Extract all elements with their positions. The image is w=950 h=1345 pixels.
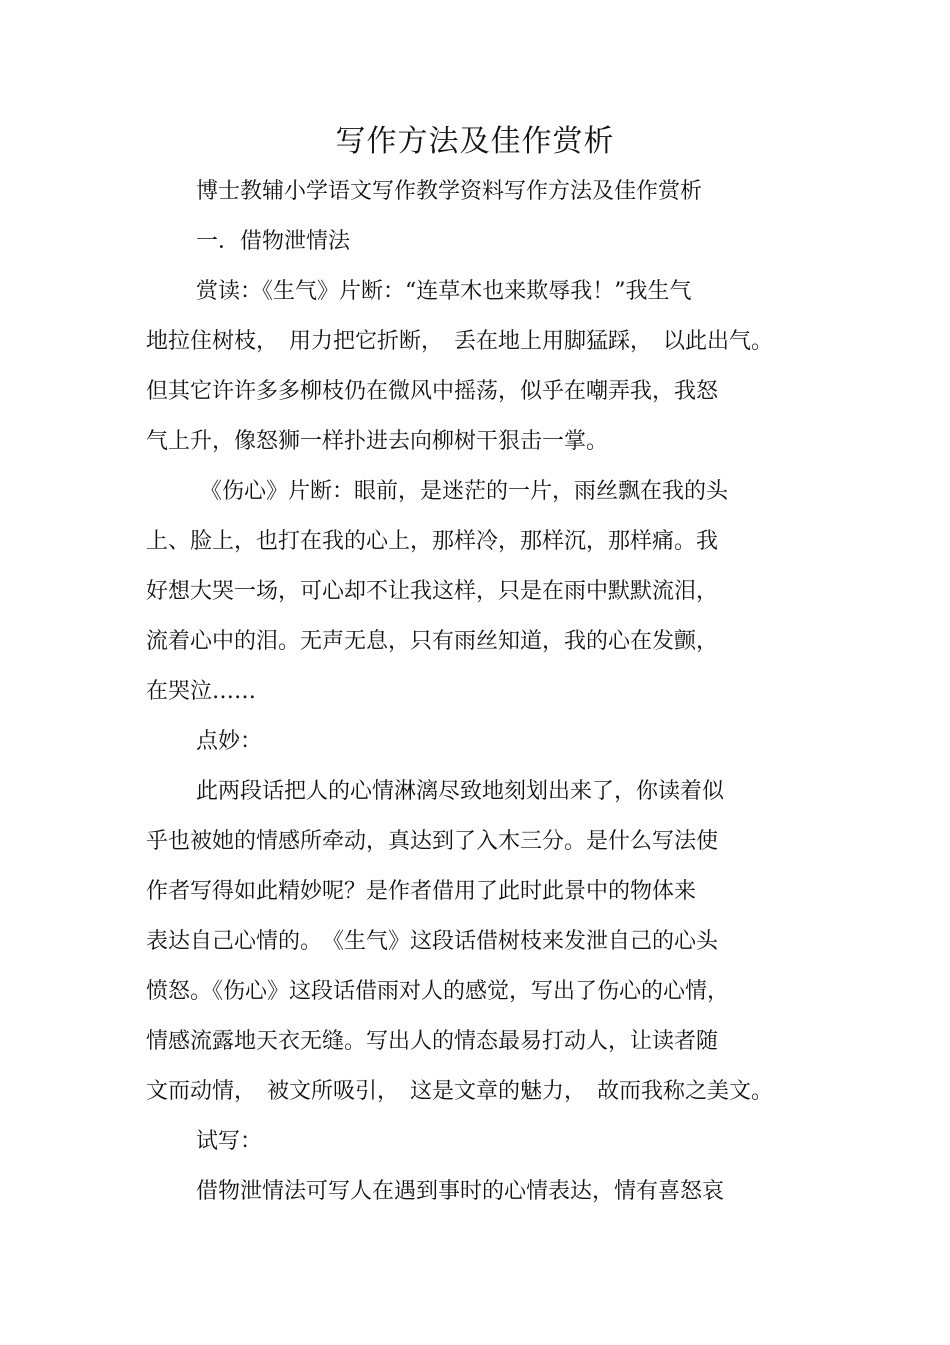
section-heading: 一．借物泄情法 <box>196 229 351 254</box>
paragraph-line: 借物泄情法可写人在遇到事时的心情表达，情有喜怒哀 <box>196 1179 725 1204</box>
paragraph-line: 表达自己心情的。 《生气》这段话借树枝来发泄自己的心头 <box>146 929 719 954</box>
section-label: 点妙： <box>196 729 263 754</box>
paragraph-line: 此两段话把人的心情淋漓尽致地刻划出来了，你读着似 <box>196 779 725 804</box>
paragraph-line: 好想大哭一场，可心却不让我这样，只是在雨中默默流泪， <box>146 579 719 604</box>
paragraph-line: 在哭泣…… <box>146 679 257 704</box>
subtitle-line: 博士教辅小学语文写作教学资料写作方法及佳作赏析 <box>196 179 703 204</box>
paragraph-line: 上、脸上，也打在我的心上，那样冷，那样沉，那样痛。我 <box>146 529 719 554</box>
paragraph-line: 乎也被她的情感所牵动，真达到了入木三分。是什么写法使 <box>146 829 719 854</box>
paragraph-line: 《伤心》片断：眼前，是迷茫的一片，雨丝飘在我的头 <box>200 479 729 504</box>
paragraph-line: 气上升，像怒狮一样扑进去向柳树干狠击一掌。 <box>146 429 609 454</box>
section-label: 试写： <box>196 1129 263 1154</box>
paragraph-line: 地拉住树枝， 用力把它折断， 丢在地上用脚猛踩， 以此出气。 <box>146 329 774 354</box>
paragraph-line: 作者写得如此精妙呢？是作者借用了此时此景中的物体来 <box>146 879 697 904</box>
document-title: 写作方法及佳作赏析 <box>335 124 615 159</box>
paragraph-line: 但其它许许多多柳枝仍在微风中摇荡，似乎在嘲弄我，我怒 <box>146 379 719 404</box>
paragraph-line: 愤怒。《伤心》这段话借雨对人的感觉，写出了伤心的心情， <box>146 979 730 1004</box>
paragraph-line: 流着心中的泪。无声无息，只有雨丝知道，我的心在发颤， <box>146 629 719 654</box>
paragraph-line: 赏读：《生气》片断：“连草木也来欺辱我！”我生气 <box>196 279 692 304</box>
paragraph-line: 情感流露地天衣无缝。写出人的情态最易打动人，让读者随 <box>146 1029 719 1054</box>
paragraph-line: 文而动情， 被文所吸引， 这是文章的魅力， 故而我称之美文。 <box>146 1079 774 1104</box>
